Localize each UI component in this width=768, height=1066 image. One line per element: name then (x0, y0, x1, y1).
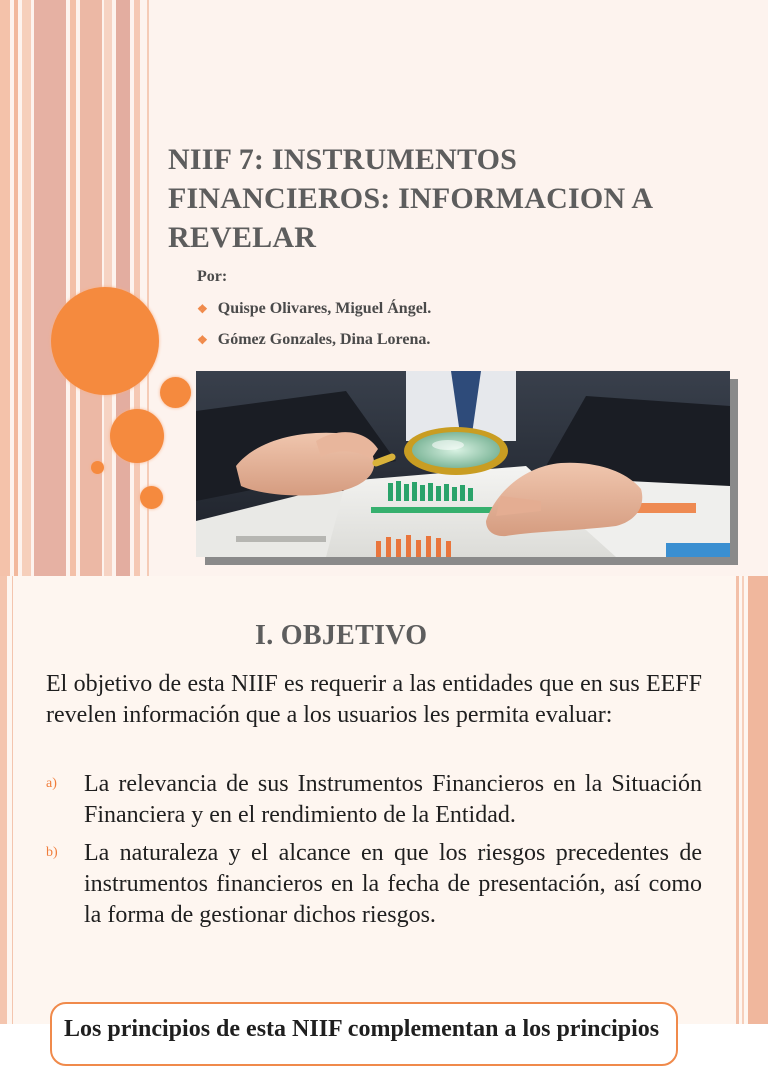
decorative-circle (91, 461, 104, 474)
author-name: Quispe Olivares, Miguel Ángel. (217, 300, 432, 317)
decorative-right-stripe (748, 576, 768, 1024)
diamond-bullet-icon: ❖ (197, 332, 208, 347)
decorative-circle (140, 486, 163, 509)
decorative-circle (160, 377, 191, 408)
objective-slide (0, 576, 768, 1042)
list-item-text: La relevancia de sus Instrumentos Financieros en la Situación Financiera y en el rendimiento de la Entidad. (84, 771, 702, 828)
decorative-right-stripe (742, 576, 744, 1024)
authors-label: Por: (197, 268, 228, 285)
author-name: Gómez Gonzales, Dina Lorena. (217, 331, 431, 348)
objective-paragraph: El objetivo de esta NIIF es requerir a las entidades que en sus EEFF revelen información que a los usuarios les permita evaluar: (46, 671, 702, 728)
decorative-circle (51, 287, 159, 395)
decorative-left-rule (12, 576, 13, 1024)
diamond-bullet-icon: ❖ (197, 301, 208, 316)
author-item (197, 300, 431, 318)
list-marker: a) (46, 776, 57, 791)
callout-text: Los principios de esta NIIF complementan a los principios (64, 1016, 660, 1042)
section-heading: I. OBJETIVO (255, 620, 428, 651)
list-marker: b) (46, 845, 58, 860)
decorative-circle (110, 409, 164, 463)
list-item (46, 769, 702, 831)
author-item (197, 331, 430, 349)
slide-title: NIIF 7: INSTRUMENTOS FINANCIEROS: INFORMACION A REVELAR (168, 143, 652, 254)
decorative-left-strip (0, 576, 7, 1024)
list-item-text: La naturaleza y el alcance en que los riesgos precedentes de instrumentos financieros en la fecha de presentación, así como la forma de gestionar dichos riesgos. (84, 840, 702, 928)
list-item (46, 838, 702, 931)
decorative-left-stripes (0, 0, 147, 576)
finance-magnifier-image (196, 371, 730, 557)
decorative-right-stripe (736, 576, 739, 1024)
